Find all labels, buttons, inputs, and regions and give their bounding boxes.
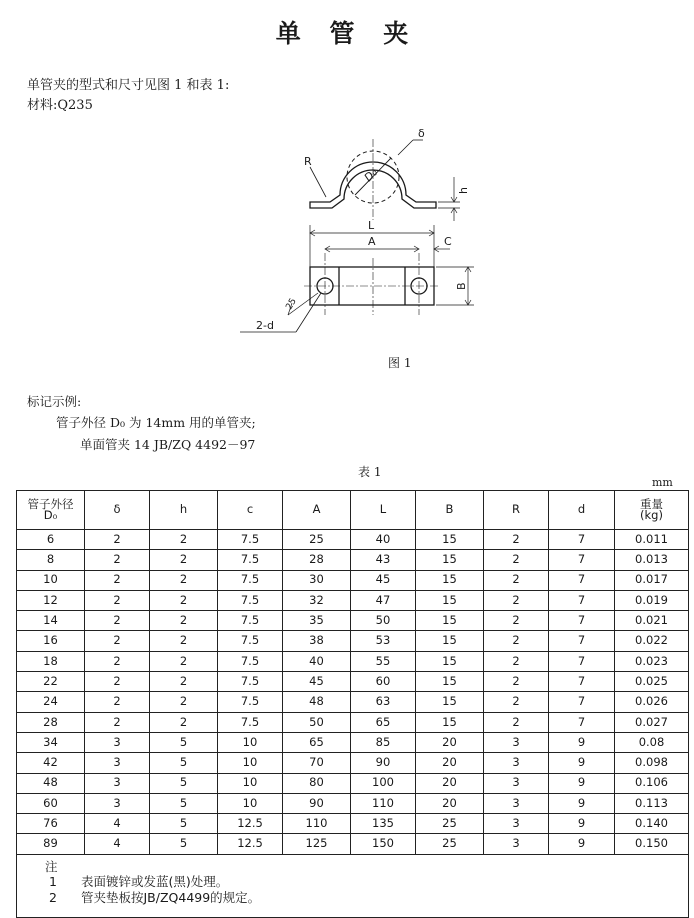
column-header: h [150,491,218,530]
table-cell: 2 [85,651,150,671]
table-cell: 15 [416,651,484,671]
table-cell: 2 [85,590,150,610]
table-body [17,530,689,855]
table-cell: 3 [85,793,150,813]
label-h: h [457,187,470,194]
table-cell: 20 [416,793,484,813]
header-row [17,491,689,530]
table-cell: 5 [150,732,218,752]
table-cell: 0.023 [615,651,689,671]
table-cell: 7 [549,570,615,590]
table-cell: 20 [416,732,484,752]
table-cell: 5 [150,753,218,773]
table-cell: 15 [416,550,484,570]
column-header: δ [85,491,150,530]
table-cell: 100 [351,773,416,793]
table-row [17,590,689,610]
table-row [17,530,689,550]
table-cell: 0.025 [615,672,689,692]
page-title: 单 管 夹 [275,19,419,48]
table-cell: 65 [283,732,351,752]
table-cell: 3 [85,732,150,752]
table-cell: 2 [150,611,218,631]
table-cell: 2 [85,530,150,550]
table-cell: 6 [17,530,85,550]
table-cell: 80 [283,773,351,793]
table-cell: 12 [17,590,85,610]
table-cell: 3 [484,773,549,793]
table-cell: 7 [549,550,615,570]
table-cell: 90 [351,753,416,773]
table-cell: 15 [416,712,484,732]
table-cell: 7.5 [218,570,283,590]
table-row [17,712,689,732]
table-cell: 55 [351,651,416,671]
label-C: C [444,235,452,248]
table-cell: 125 [283,834,351,854]
table-cell: 40 [283,651,351,671]
table-cell: 0.022 [615,631,689,651]
table-cell: 9 [549,732,615,752]
table-cell: 2 [150,672,218,692]
table-cell: 3 [85,753,150,773]
table-cell: 2 [484,590,549,610]
marking-heading: 标记示例: [27,394,82,409]
table-cell: 9 [549,814,615,834]
table-cell: 2 [150,550,218,570]
table-cell: 48 [283,692,351,712]
notes-row [17,854,689,917]
table-cell: 53 [351,631,416,651]
table-cell: 7.5 [218,631,283,651]
table-cell: 0.026 [615,692,689,712]
table-unit: mm [652,476,673,489]
column-header: c [218,491,283,530]
note-2-text: 管夹垫板按JB/ZQ4499的规定。 [81,890,261,905]
table-cell: 9 [549,834,615,854]
table-row [17,814,689,834]
table-cell: 0.017 [615,570,689,590]
table-cell: 28 [283,550,351,570]
table-cell: 10 [17,570,85,590]
table-cell: 15 [416,672,484,692]
column-header: L [351,491,416,530]
marking-line-2: 单面管夹 14 JB/ZQ 4492－97 [80,437,256,452]
label-angle: 25 [284,296,299,312]
table-cell: 135 [351,814,416,834]
table-cell: 2 [484,611,549,631]
table-cell: 2 [85,712,150,732]
table-cell: 8 [17,550,85,570]
table-cell: 0.013 [615,550,689,570]
table-cell: 2 [150,530,218,550]
table-cell: 3 [484,732,549,752]
table-cell: 3 [85,773,150,793]
table-cell: 7 [549,530,615,550]
column-header: d [549,491,615,530]
label-B: B [455,282,468,290]
table-cell: 7.5 [218,651,283,671]
table-cell: 7 [549,651,615,671]
table-row [17,732,689,752]
table-cell: 2 [484,631,549,651]
table-caption: 表 1 [358,465,382,479]
table-cell: 22 [17,672,85,692]
table-cell: 18 [17,651,85,671]
table-cell: 30 [283,570,351,590]
table-cell: 2 [85,692,150,712]
marking-line-1: 管子外径 D₀ 为 14mm 用的单管夹; [56,415,256,430]
table-cell: 70 [283,753,351,773]
table-cell: 28 [17,712,85,732]
table-cell: 7 [549,611,615,631]
table-cell: 7 [549,590,615,610]
table-cell: 45 [283,672,351,692]
table-cell: 9 [549,773,615,793]
table-row [17,672,689,692]
table-row [17,753,689,773]
table-cell: 5 [150,814,218,834]
table-cell: 20 [416,773,484,793]
table-cell: 2 [484,570,549,590]
table-cell: 2 [150,692,218,712]
table-cell: 2 [150,590,218,610]
table-cell: 2 [150,570,218,590]
table-cell: 2 [85,672,150,692]
table-cell: 0.08 [615,732,689,752]
table-row [17,550,689,570]
table-cell: 7.5 [218,590,283,610]
table-cell: 7.5 [218,692,283,712]
table-cell: 15 [416,530,484,550]
table-cell: 3 [484,793,549,813]
table-cell: 0.098 [615,753,689,773]
label-holes: 2-d [256,319,274,332]
table-cell: 10 [218,773,283,793]
label-Do: D₀ [361,165,380,185]
table-cell: 7.5 [218,530,283,550]
table-cell: 25 [416,814,484,834]
intro-line-1: 单管夹的型式和尺寸见图 1 和表 1: [27,78,230,93]
note-2-num: 2 [49,890,57,905]
table-cell: 4 [85,814,150,834]
column-header: 重量 (kg) [615,491,689,530]
table-cell: 7 [549,631,615,651]
table-cell: 76 [17,814,85,834]
table-row [17,611,689,631]
note-1-text: 表面镀锌或发蓝(黑)处理。 [81,874,229,890]
table-cell: 2 [85,611,150,631]
table-cell: 16 [17,631,85,651]
table-cell: 2 [150,712,218,732]
table-cell: 24 [17,692,85,712]
table-cell: 3 [484,753,549,773]
table-cell: 50 [283,712,351,732]
table-cell: 150 [351,834,416,854]
column-header: A [283,491,351,530]
table-cell: 0.140 [615,814,689,834]
table-cell: 2 [150,651,218,671]
table-cell: 15 [416,611,484,631]
label-R: R [304,155,312,168]
table-cell: 5 [150,834,218,854]
label-L: L [368,219,375,232]
table-cell: 2 [484,692,549,712]
label-A: A [368,235,376,248]
table-cell: 42 [17,753,85,773]
table-cell: 0.150 [615,834,689,854]
table-cell: 0.113 [615,793,689,813]
table-cell: 10 [218,793,283,813]
table-cell: 0.106 [615,773,689,793]
table-cell: 35 [283,611,351,631]
table-cell: 25 [416,834,484,854]
table-cell: 15 [416,590,484,610]
table-cell: 89 [17,834,85,854]
column-header: B [416,491,484,530]
table-row [17,651,689,671]
table-cell: 0.011 [615,530,689,550]
table-cell: 43 [351,550,416,570]
table-cell: 12.5 [218,834,283,854]
table-cell: 15 [416,631,484,651]
table-cell: 5 [150,773,218,793]
table-cell: 2 [484,672,549,692]
label-delta: δ [418,127,425,140]
table-cell: 25 [283,530,351,550]
table-cell: 10 [218,753,283,773]
table-row [17,793,689,813]
table-cell: 2 [85,631,150,651]
table-cell: 2 [484,651,549,671]
table-cell: 65 [351,712,416,732]
table-cell: 60 [351,672,416,692]
table-cell: 2 [150,631,218,651]
table-row [17,773,689,793]
table-cell: 47 [351,590,416,610]
table-cell: 0.019 [615,590,689,610]
table-row [17,834,689,854]
note-1 [45,874,688,890]
table-cell: 4 [85,834,150,854]
table-cell: 85 [351,732,416,752]
table-cell: 38 [283,631,351,651]
table-cell: 9 [549,753,615,773]
table-cell: 32 [283,590,351,610]
table-cell: 90 [283,793,351,813]
table-cell: 2 [85,570,150,590]
table-cell: 7 [549,712,615,732]
table-cell: 45 [351,570,416,590]
note-2 [45,890,688,906]
table-cell: 3 [484,834,549,854]
table-cell: 2 [484,550,549,570]
dimension-table [16,490,689,918]
table-row [17,692,689,712]
table-cell: 7.5 [218,611,283,631]
table-cell: 2 [85,550,150,570]
table-row [17,631,689,651]
table-cell: 2 [484,530,549,550]
table-cell: 50 [351,611,416,631]
notes-cell [17,854,689,917]
table-cell: 63 [351,692,416,712]
intro-line-2: 材料:Q235 [27,98,93,113]
table-cell: 7.5 [218,712,283,732]
table-cell: 15 [416,692,484,712]
table-cell: 5 [150,793,218,813]
table-cell: 7 [549,672,615,692]
table-cell: 7.5 [218,672,283,692]
table-cell: 34 [17,732,85,752]
figure-caption: 图 1 [388,356,412,370]
table-header [17,491,689,530]
table-row [17,570,689,590]
table-cell: 10 [218,732,283,752]
table-cell: 40 [351,530,416,550]
table-cell: 0.021 [615,611,689,631]
clamp-drawing [228,125,488,345]
table-cell: 15 [416,570,484,590]
table-cell: 60 [17,793,85,813]
table-cell: 3 [484,814,549,834]
table-cell: 110 [351,793,416,813]
table-cell: 14 [17,611,85,631]
table-cell: 2 [484,712,549,732]
column-header: 管子外径 D₀ [17,491,85,530]
note-1-num: 1 [49,874,57,890]
table-cell: 7 [549,692,615,712]
table-cell: 7.5 [218,550,283,570]
table-cell: 20 [416,753,484,773]
table-cell: 12.5 [218,814,283,834]
table-cell: 9 [549,793,615,813]
table-cell: 48 [17,773,85,793]
notes-heading: 注 [45,858,58,874]
table-cell: 110 [283,814,351,834]
column-header: R [484,491,549,530]
table-cell: 0.027 [615,712,689,732]
